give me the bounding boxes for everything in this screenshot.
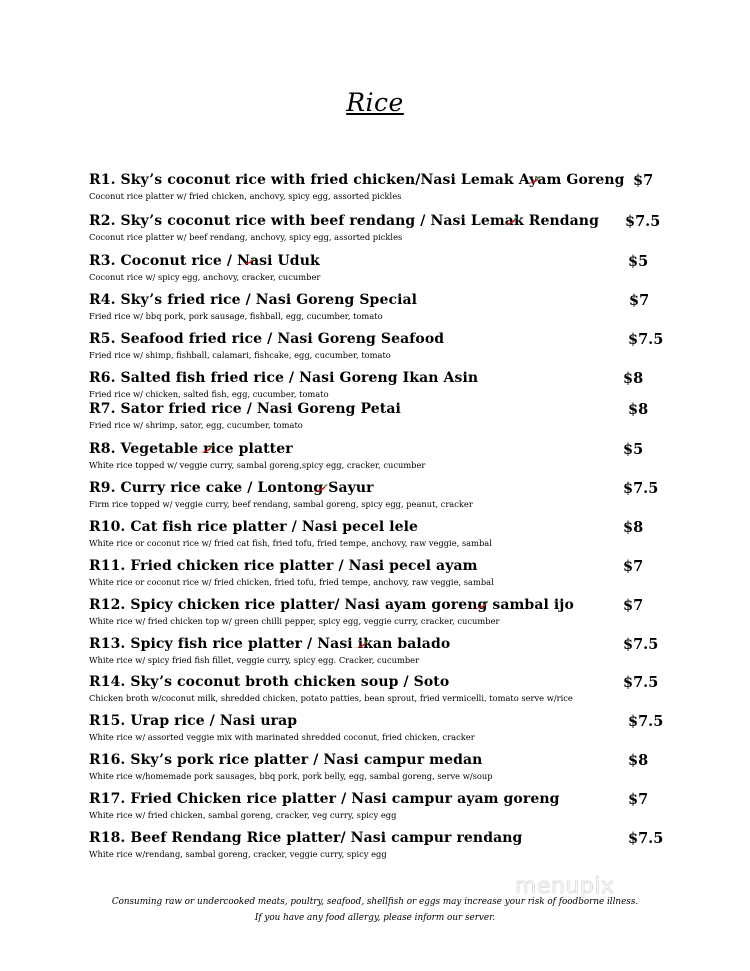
menu-item-description: White rice w/ assorted veggie mix with marinated shredded coconut, fried chicken, cracker xyxy=(89,732,475,742)
menu-item-price: $7 xyxy=(633,172,654,189)
menu-item-description: White rice w/ spicy fried fish fillet, veggie curry, spicy egg. Cracker, cucumber xyxy=(89,655,420,665)
menu-item-name: R15. Urap rice / Nasi urap xyxy=(89,713,298,729)
menu-item-name: R10. Cat fish rice platter / Nasi pecel lele xyxy=(89,519,419,535)
menu-item-description: White rice w/homemade pork sausages, bbq pork, pork belly, egg, sambal goreng, serve w/soup xyxy=(89,771,493,781)
menu-item-price: $7.5 xyxy=(623,636,659,653)
menu-item-description: Fried rice w/ shimp, fishball, calamari, fishcake, egg, cucumber, tomato xyxy=(89,350,391,360)
menu-item-name: R4. Sky’s fried rice / Nasi Goreng Special xyxy=(89,292,418,308)
menu-item-price: $7.5 xyxy=(628,331,664,348)
food-safety-notice: Consuming raw or undercooked meats, poultry, seafood, shellfish or eggs may increase your risk of foodborne illness. xyxy=(111,897,639,907)
menu-item-price: $8 xyxy=(628,401,649,418)
menu-item-name: R17. Fried Chicken rice platter / Nasi campur ayam goreng xyxy=(89,791,560,807)
menu-item-description: White rice or coconut rice w/ fried chicken, fried tofu, fried tempe, anchovy, raw veggie, sambal xyxy=(89,577,494,587)
chili-pepper-icon xyxy=(351,639,369,649)
menu-item-description: Chicken broth w/coconut milk, shredded chicken, potato patties, bean sprout, fried vermicelli, tomato serve w/rice xyxy=(89,693,573,703)
menu-item-description: White rice w/rendang, sambal goreng, cracker, veggie curry, spicy egg xyxy=(89,849,387,859)
menu-item-name: R12. Spicy chicken rice platter/ Nasi ayam goreng sambal ijo xyxy=(89,597,574,613)
menu-item-name: R16. Sky’s pork rice platter / Nasi campur medan xyxy=(89,752,483,768)
chili-pepper-icon xyxy=(310,483,328,493)
menu-item-price: $7.5 xyxy=(623,480,659,497)
menu-item xyxy=(89,253,689,283)
menu-item xyxy=(89,213,689,243)
menu-item xyxy=(89,172,689,202)
menu-item xyxy=(89,597,689,627)
menu-item-name: R9. Curry rice cake / Lontong Sayur xyxy=(89,480,374,496)
chili-pepper-icon xyxy=(523,175,541,185)
menu-item-name: R18. Beef Rendang Rice platter/ Nasi campur rendang xyxy=(89,830,523,846)
chili-pepper-icon xyxy=(196,444,214,454)
menu-item-price: $7.5 xyxy=(625,213,661,230)
menu-item xyxy=(89,292,689,322)
menu-item-price: $8 xyxy=(623,370,644,387)
menu-item-name: R8. Vegetable rice platter xyxy=(89,441,293,457)
menu-item-name: R11. Fried chicken rice platter / Nasi pecel ayam xyxy=(89,558,478,574)
menu-item-description: Fried rice w/ chicken, salted fish, egg, cucumber, tomato xyxy=(89,389,329,399)
menu-item xyxy=(89,713,689,743)
menu-item-name: R13. Spicy fish rice platter / Nasi ikan balado xyxy=(89,636,451,652)
menu-item-description: Firm rice topped w/ veggie curry, beef rendang, sambal goreng, spicy egg, peanut, cracker xyxy=(89,499,473,509)
chili-pepper-icon xyxy=(471,600,489,610)
allergy-notice: If you have any food allergy, please inform our server. xyxy=(254,913,496,923)
menu-item-description: Coconut rice platter w/ beef rendang, anchovy, spicy egg, assorted pickles xyxy=(89,232,403,242)
menu-item-description: Fried rice w/ shrimp, sator, egg, cucumber, tomato xyxy=(89,420,303,430)
chili-pepper-icon xyxy=(238,256,256,266)
menu-item-description: White rice topped w/ veggie curry, sambal goreng,spicy egg, cracker, cucumber xyxy=(89,460,426,470)
menu-item-price: $7.5 xyxy=(628,713,664,730)
menu-item xyxy=(89,636,689,666)
menu-item xyxy=(89,441,689,471)
menu-item-name: R6. Salted fish fried rice / Nasi Goreng Ikan Asin xyxy=(89,370,479,386)
menu-item xyxy=(89,674,689,704)
menu-item-description: Coconut rice w/ spicy egg, anchovy, cracker, cucumber xyxy=(89,272,321,282)
menu-item-description: Coconut rice platter w/ fried chicken, anchovy, spicy egg, assorted pickles xyxy=(89,191,402,201)
menu-item xyxy=(89,480,689,510)
menu-item xyxy=(89,558,689,588)
menu-item-price: $5 xyxy=(623,441,644,458)
page-title: Rice xyxy=(346,88,404,117)
menu-item-name: R14. Sky’s coconut broth chicken soup / Soto xyxy=(89,674,450,690)
menu-item xyxy=(89,830,689,860)
menu-item-description: White rice or coconut rice w/ fried cat fish, fried tofu, fried tempe, anchovy, raw veggie, sambal xyxy=(89,538,492,548)
menu-item-price: $7.5 xyxy=(623,674,659,691)
menu-item-price: $5 xyxy=(628,253,649,270)
menu-item-name: R7. Sator fried rice / Nasi Goreng Petai xyxy=(89,401,401,417)
menu-item-price: $7.5 xyxy=(628,830,664,847)
menu-item xyxy=(89,370,689,400)
menu-item-price: $7 xyxy=(623,597,644,614)
menu-item-name: R1. Sky’s coconut rice with fried chicken/Nasi Lemak Ayam Goreng xyxy=(89,172,625,188)
menu-item xyxy=(89,752,689,782)
menu-item-price: $7 xyxy=(628,791,649,808)
menu-item-description: White rice w/ fried chicken, sambal goreng, cracker, veg curry, spicy egg xyxy=(89,810,397,820)
menu-item xyxy=(89,331,689,361)
menu-item xyxy=(89,791,689,821)
menu-item-price: $8 xyxy=(623,519,644,536)
menu-item-name: R3. Coconut rice / Nasi Uduk xyxy=(89,253,320,269)
watermark-logo: menupix xyxy=(515,874,615,899)
menu-item xyxy=(89,401,689,431)
menu-item-description: White rice w/ fried chicken top w/ green chilli pepper, spicy egg, veggie curry, cracker, cucumber xyxy=(89,616,500,626)
menu-item-description: Fried rice w/ bbq pork, pork sausage, fishball, egg, cucumber, tomato xyxy=(89,311,383,321)
menu-item-price: $7 xyxy=(623,558,644,575)
menu-item-name: R5. Seafood fried rice / Nasi Goreng Seafood xyxy=(89,331,445,347)
chili-pepper-icon xyxy=(500,216,518,226)
menu-item-price: $7 xyxy=(629,292,650,309)
menu-item xyxy=(89,519,689,549)
menu-item-name: R2. Sky’s coconut rice with beef rendang / Nasi Lemak Rendang xyxy=(89,213,599,229)
menu-item-price: $8 xyxy=(628,752,649,769)
